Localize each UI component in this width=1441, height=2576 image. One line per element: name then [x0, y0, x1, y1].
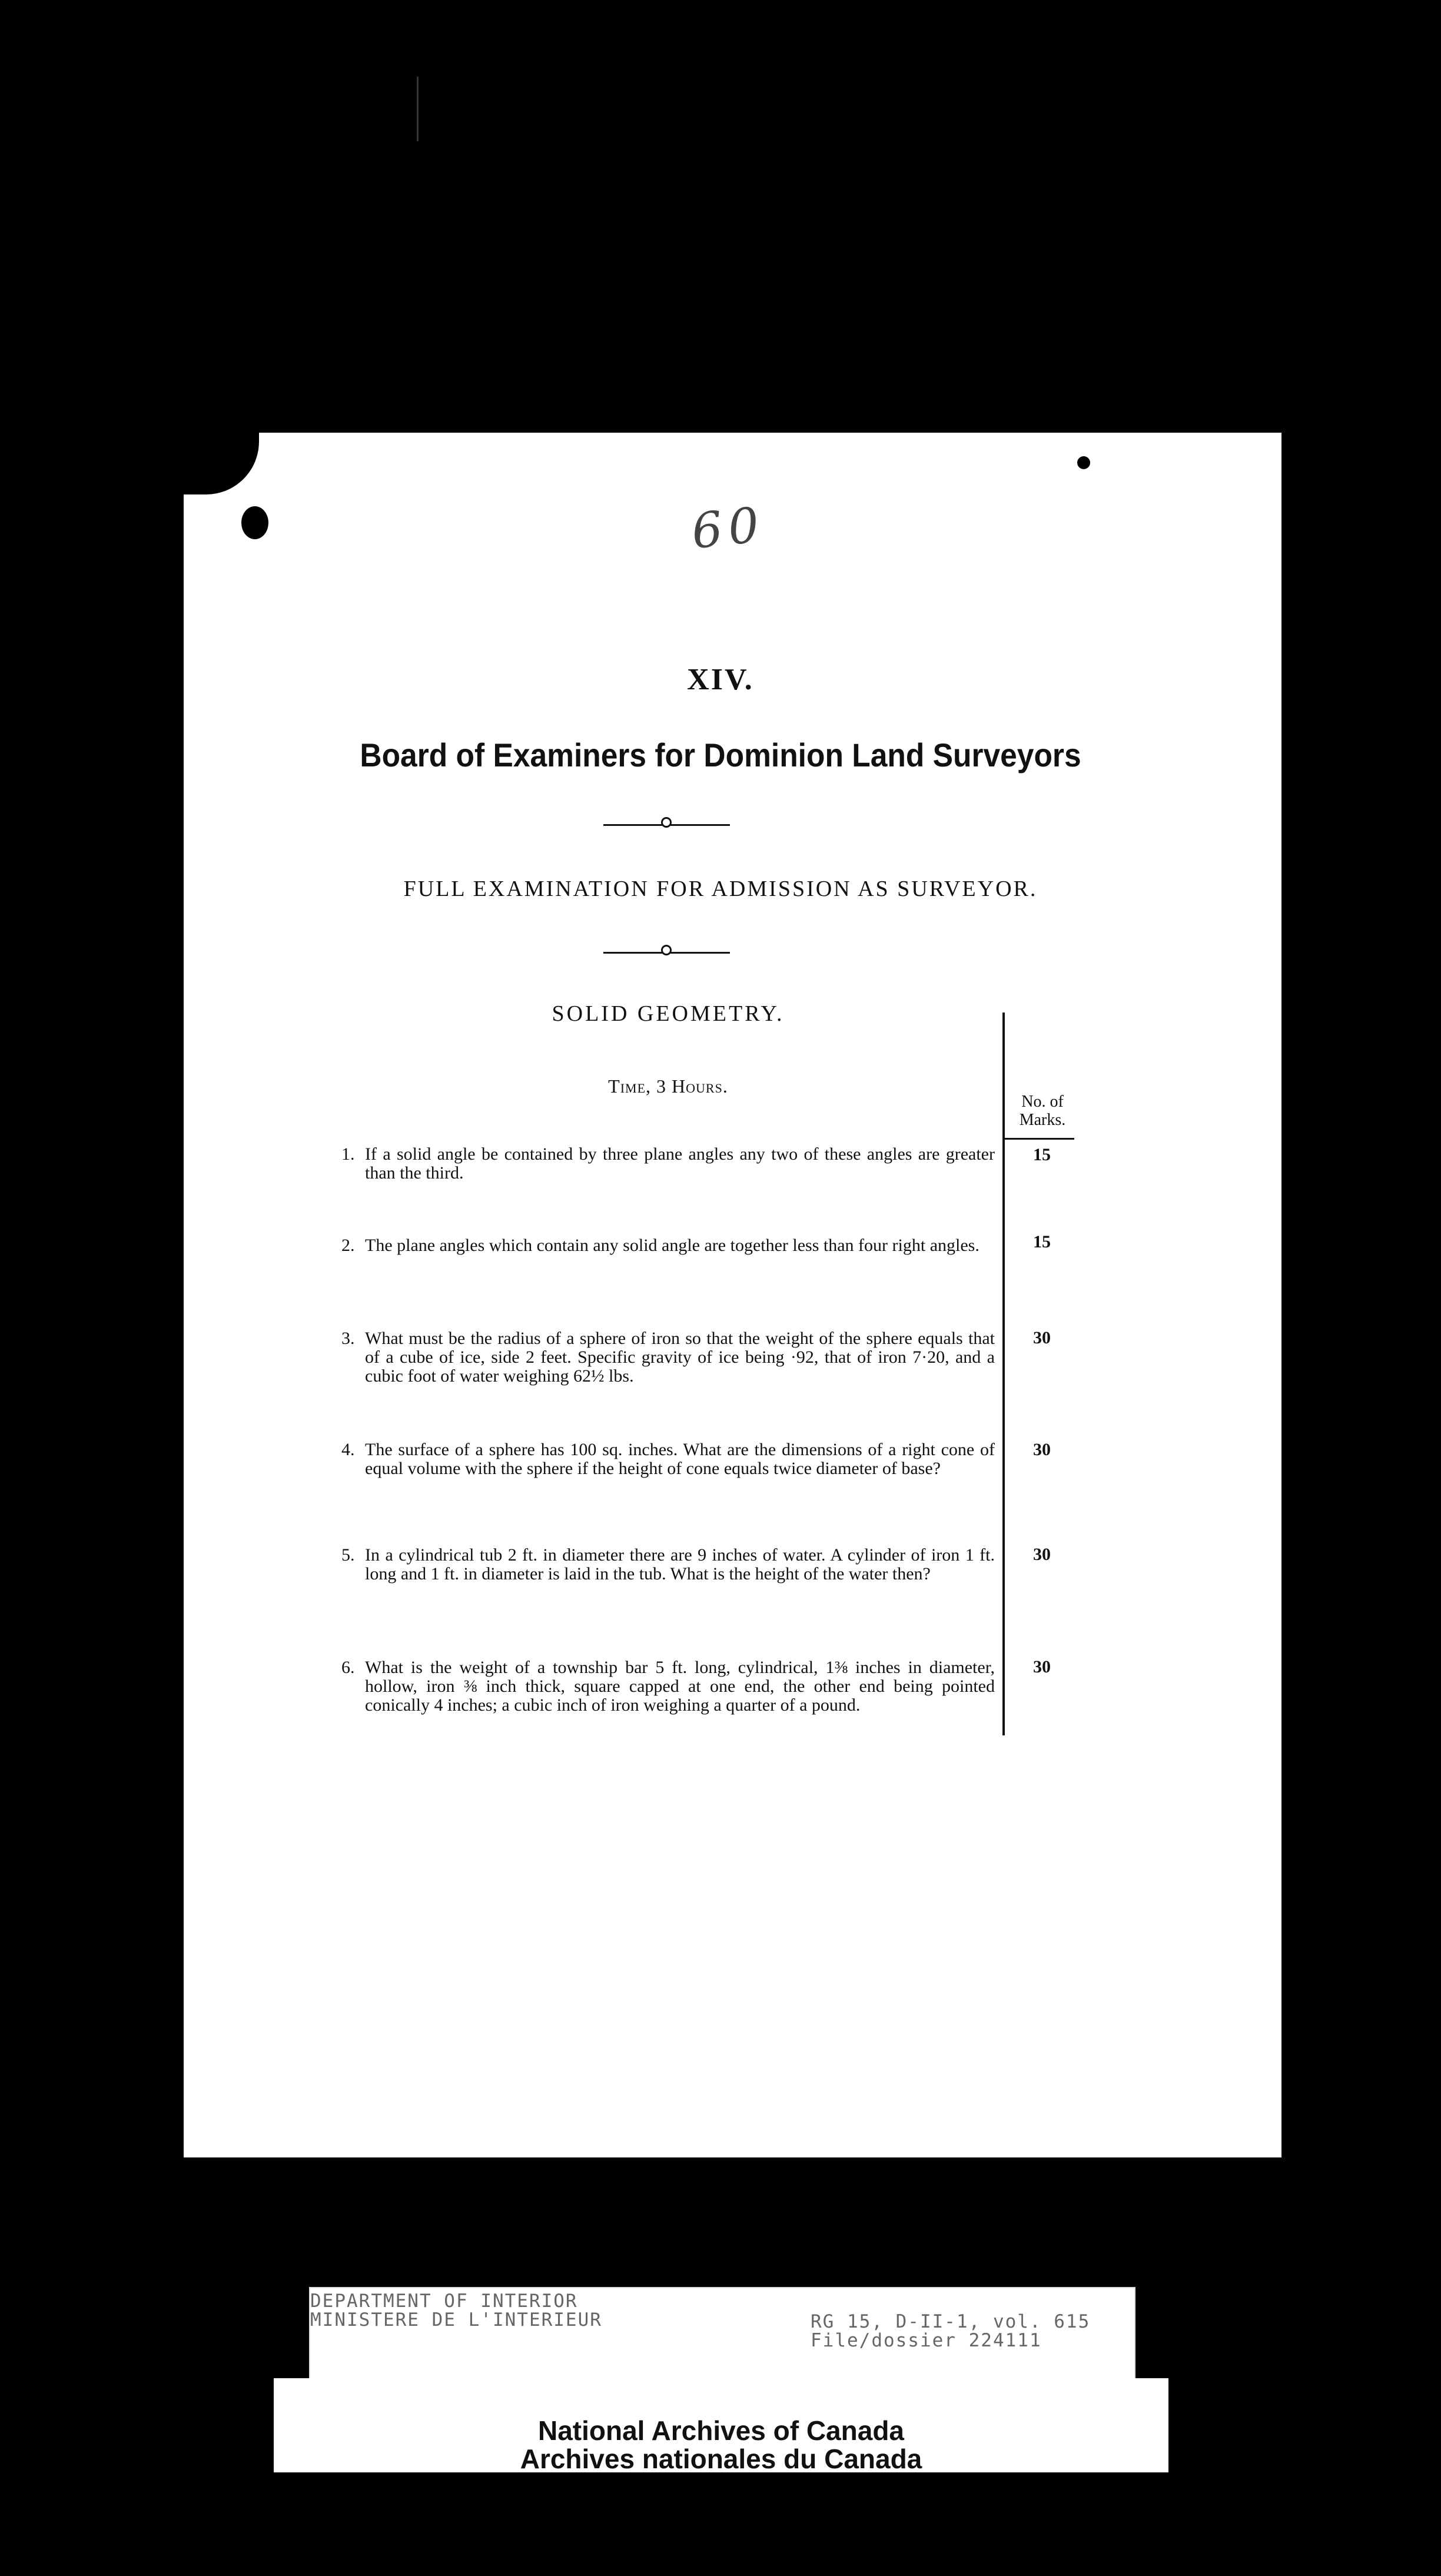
archives-name-en: National Archives of Canada	[537, 2415, 904, 2446]
question-4-marks: 30	[1033, 1440, 1051, 1459]
ink-blot-left	[241, 506, 268, 539]
question-4	[341, 1440, 995, 1478]
question-text: The surface of a sphere has 100 sq. inches. What are the dimensions of a right cone of equal volume with the sphere if the height of cone equals twice diameter of base?	[365, 1440, 995, 1478]
ink-blot-right	[1077, 456, 1090, 469]
marks-header-underline	[1004, 1138, 1074, 1140]
question-5-marks: 30	[1033, 1545, 1051, 1564]
question-text: If a solid angle be contained by three plane angles any two of these angles are greater than the third.	[365, 1144, 995, 1183]
department-name-fr: MINISTERE DE L'INTERIEUR	[310, 2309, 602, 2331]
question-6-marks: 30	[1033, 1657, 1051, 1677]
divider-rule-1	[603, 824, 730, 826]
question-text: The plane angles which contain any solid angle are together less than four right angles.	[365, 1236, 980, 1255]
marks-header-line-2: Marks.	[1019, 1111, 1066, 1129]
paper-number: XIV.	[687, 663, 754, 696]
archives-name-fr: Archives nationales du Canada	[520, 2444, 922, 2474]
question-number: 1.	[341, 1144, 355, 1164]
question-number: 2.	[341, 1236, 355, 1255]
question-number: 5.	[341, 1545, 355, 1565]
record-group-reference: RG 15, D-II-1, vol. 615	[811, 2311, 1091, 2332]
archives-label	[274, 2378, 1168, 2472]
divider-ornament	[661, 817, 672, 828]
question-3	[341, 1329, 995, 1386]
subject-title: SOLID GEOMETRY.	[552, 1001, 785, 1026]
marks-column-header	[1010, 1093, 1075, 1129]
time-allowed: Time, 3 Hours.	[608, 1075, 728, 1097]
question-3-marks: 30	[1033, 1328, 1051, 1347]
question-number: 6.	[341, 1658, 355, 1677]
question-2	[341, 1236, 995, 1255]
question-5	[341, 1546, 995, 1584]
question-1-marks: 15	[1033, 1145, 1051, 1164]
divider-ornament	[661, 945, 672, 955]
board-heading: Board of Examiners for Dominion Land Surveyors	[360, 736, 1081, 774]
file-reference: File/dossier 224111	[811, 2330, 1042, 2351]
question-text: What must be the radius of a sphere of iron so that the weight of the sphere equals that of a cube of ice, side 2 feet. Specific gravity of ice being ·92, that of iron 7·20, and a cubic foot of water weighing 62½ lbs.	[365, 1329, 995, 1386]
question-1	[341, 1145, 995, 1183]
question-number: 3.	[341, 1329, 355, 1348]
exam-type-heading: FULL EXAMINATION FOR ADMISSION AS SURVEYOR.	[403, 877, 1038, 901]
marks-column-rule	[1002, 1013, 1005, 1735]
department-name-en: DEPARTMENT OF INTERIOR	[310, 2290, 578, 2312]
pencil-page-number: 60	[689, 496, 768, 560]
divider-rule-2	[603, 952, 730, 954]
question-6	[341, 1658, 995, 1715]
question-text: In a cylindrical tub 2 ft. in diameter there are 9 inches of water. A cylinder of iron 1 ft. long and 1 ft. in diameter is laid in the tub. What is the height of the water then?	[365, 1545, 995, 1584]
question-number: 4.	[341, 1440, 355, 1459]
question-2-marks: 15	[1033, 1232, 1051, 1252]
department-stamp	[309, 2287, 1135, 2384]
top-scan-mark	[417, 77, 419, 141]
marks-header-line-1: No. of	[1021, 1093, 1064, 1111]
question-text: What is the weight of a township bar 5 ft. long, cylindrical, 1⅜ inches in diameter, hollow, iron ⅜ inch thick, square capped at one end, the other end being pointed conically 4 inches; a cubic inch of iron weighing a quarter of a pound.	[365, 1658, 995, 1715]
